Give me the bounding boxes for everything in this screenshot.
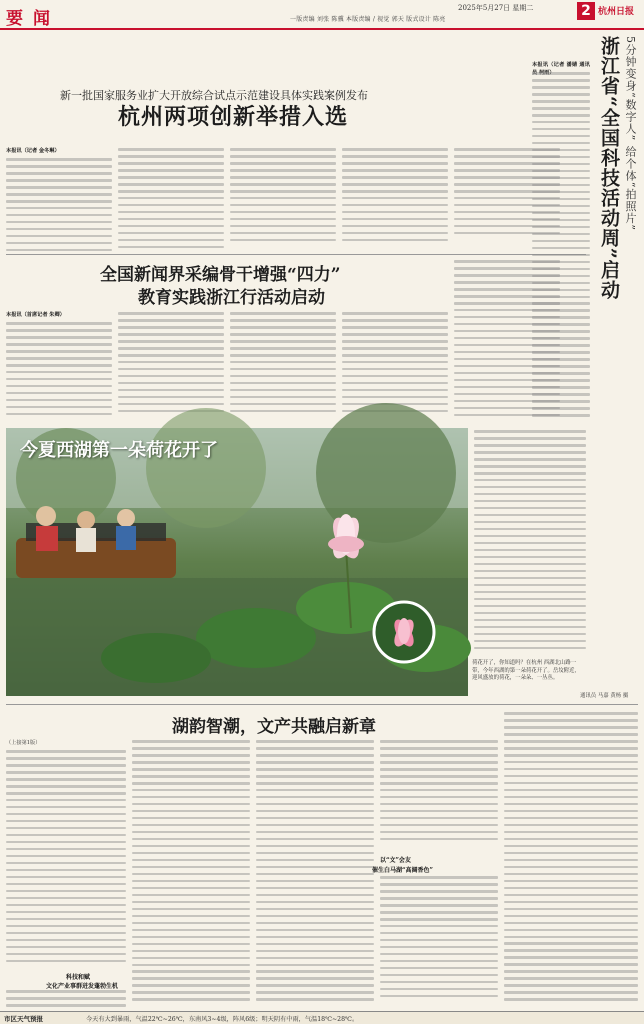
lotus-photo-illustration (6, 428, 468, 696)
bottom-body-col4a (380, 740, 498, 850)
lead-headline: 杭州两项创新举措入选 (118, 104, 349, 130)
bottom-body-col2 (132, 740, 250, 1008)
bottom-body-col5 (504, 712, 638, 1008)
lead-kicker: 新一批国家服务业扩大开放综合试点示范建设具体实践案例发布 (60, 89, 368, 102)
second-headline-line2: 教育实践浙江行活动启动 (138, 288, 325, 308)
bottom-body-col1 (6, 750, 126, 968)
second-body-col3 (230, 312, 336, 422)
weather-forecast: 今天有大到暴雨，气温22℃~26℃，东南风3~4级，阵风6级；明天阴有中雨，气温18℃~28℃。 (86, 1016, 359, 1023)
bottom-subhead-1: 科技和赋 (66, 974, 91, 981)
section-title: 要闻 (6, 9, 60, 29)
bottom-byline: （上接第1版） (6, 740, 41, 746)
bottom-body-col4b (380, 876, 498, 1008)
second-headline-line1: 全国新闻界采编骨干增强“四力” (100, 265, 341, 285)
right-subtitle: 5分钟变身“数字人” 给个体“拍照片” (624, 36, 637, 231)
second-byline: 本报讯（首席记者 朱卿） (6, 312, 65, 318)
second-body-col2 (118, 312, 224, 422)
photo-credit: 通讯员 马嘉 黄杨 摄 (580, 693, 629, 699)
right-byline: 本报讯（记者 潘婧 通讯员 柯雨） (532, 62, 590, 76)
right-headline: 浙江省“全国科技活动周”启动 (598, 36, 620, 300)
divider (6, 704, 638, 705)
right-column-text (532, 72, 590, 427)
editor-credits: 一版责编 刘张 陈骥 本版责编 / 视觉 郭天 版式设计 陈亮 (290, 16, 446, 23)
weather-label: 市区天气预报 (4, 1015, 43, 1023)
page-number: 2 (577, 2, 595, 20)
weather-footer (0, 1011, 644, 1024)
issue-date: 2025年5月27日 星期二 (458, 4, 534, 12)
bottom-subhead-4: 催生白马湖“高阔香色” (372, 867, 433, 874)
lotus-photo (6, 428, 468, 696)
photo-title: 今夏西湖第一朵荷花开了 (20, 440, 218, 461)
right-body-text (474, 430, 586, 655)
masthead (0, 0, 644, 30)
lead-body-col4 (342, 148, 448, 256)
divider (6, 254, 586, 255)
lead-body-col2 (118, 148, 224, 256)
lead-body-col1 (6, 158, 112, 256)
photo-caption: 荷花开了，你知道吗？在杭州 西湖北山路一带，今年西湖的第一朵荷花开了。岳坟附近，迎风盛放的荷花，一朵朵、一丛丛。 (472, 660, 580, 682)
bottom-headline: 湖韵智潮，文产共融启新章 (172, 717, 376, 737)
paper-name: 杭州日报 (598, 7, 635, 17)
lead-body-col3 (230, 148, 336, 256)
bottom-body-col1b (6, 990, 126, 1010)
lead-byline: 本报讯（记者 金冬琳） (6, 148, 60, 154)
right-vertical-headline (596, 36, 640, 446)
bottom-body-col3 (256, 740, 374, 1008)
second-body-col1 (6, 322, 112, 422)
bottom-subhead-2: 文化产业事群迸发蓬勃生机 (46, 983, 119, 990)
bottom-subhead-3: 以“文”会友 (380, 857, 411, 864)
